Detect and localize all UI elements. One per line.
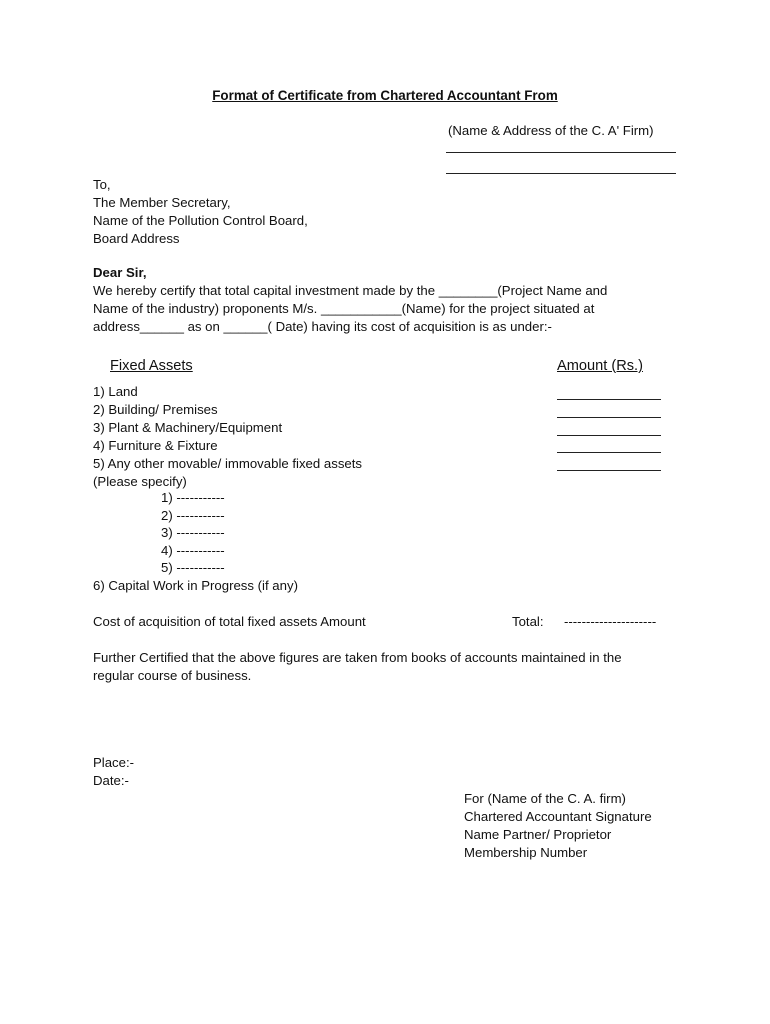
asset-item: 4) Furniture & Fixture (93, 438, 218, 453)
further-certified (93, 649, 622, 685)
total-label: Total: (512, 614, 544, 629)
addressee-line: Name of the Pollution Control Board, (93, 213, 308, 228)
asset-item: 5) Any other movable/ immovable fixed assets (93, 456, 363, 471)
amount-blank-land (557, 399, 661, 400)
specify-item: 1) ----------- (161, 490, 225, 505)
addressee-block (93, 176, 308, 248)
addressee-line: To, (93, 177, 111, 192)
specify-item: 5) ----------- (161, 560, 225, 576)
firm-blank-line-1 (446, 152, 676, 153)
addressee-line: The Member Secretary, (93, 195, 231, 210)
signature-line: Name Partner/ Proprietor (464, 827, 612, 842)
addressee-line: Board Address (93, 231, 180, 246)
amount-header: Amount (Rs.) (557, 358, 643, 374)
cost-of-acquisition-label: Cost of acquisition of total fixed assets Amount (93, 614, 366, 629)
specify-item: 2) ----------- (161, 507, 225, 523)
document-title: Format of Certificate from Chartered Accountant From (212, 88, 558, 103)
amount-blank-building (557, 417, 661, 418)
amount-blank-plant (557, 435, 661, 436)
place-date-block (93, 754, 134, 790)
specify-sublist (161, 489, 225, 577)
capital-work-in-progress: 6) Capital Work in Progress (if any) (93, 578, 298, 593)
firm-blank-line-2 (446, 173, 676, 174)
specify-item: 3) ----------- (161, 525, 225, 541)
date-label: Date:- (93, 773, 129, 788)
further-line: regular course of business. (93, 668, 252, 683)
amount-blank-other (557, 470, 661, 471)
signature-line: For (Name of the C. A. firm) (464, 791, 626, 806)
asset-item: (Please specify) (93, 474, 187, 489)
total-value: --------------------- (564, 614, 657, 629)
firm-name-address: (Name & Address of the C. A' Firm) (448, 123, 654, 138)
body-line: We hereby certify that total capital investment made by the ________(Project Name and (93, 283, 608, 298)
fixed-assets-header: Fixed Assets (110, 358, 193, 374)
body-line: Name of the industry) proponents M/s. ___________(Name) for the project situated at (93, 301, 595, 316)
salutation: Dear Sir, (93, 265, 147, 280)
specify-item: 4) ----------- (161, 542, 225, 558)
signature-line: Membership Number (464, 845, 588, 860)
letter-body (93, 264, 607, 336)
asset-list (93, 383, 362, 491)
asset-item: 2) Building/ Premises (93, 402, 218, 417)
amount-blank-furniture (557, 452, 661, 453)
body-line: address______ as on ______( Date) having its cost of acquisition is as under:- (93, 319, 552, 334)
asset-item: 1) Land (93, 384, 138, 399)
place-label: Place:- (93, 755, 135, 770)
signature-block (464, 790, 652, 862)
further-line: Further Certified that the above figures are taken from books of accounts maintained in the (93, 650, 622, 665)
signature-line: Chartered Accountant Signature (464, 809, 652, 824)
asset-item: 3) Plant & Machinery/Equipment (93, 420, 283, 435)
